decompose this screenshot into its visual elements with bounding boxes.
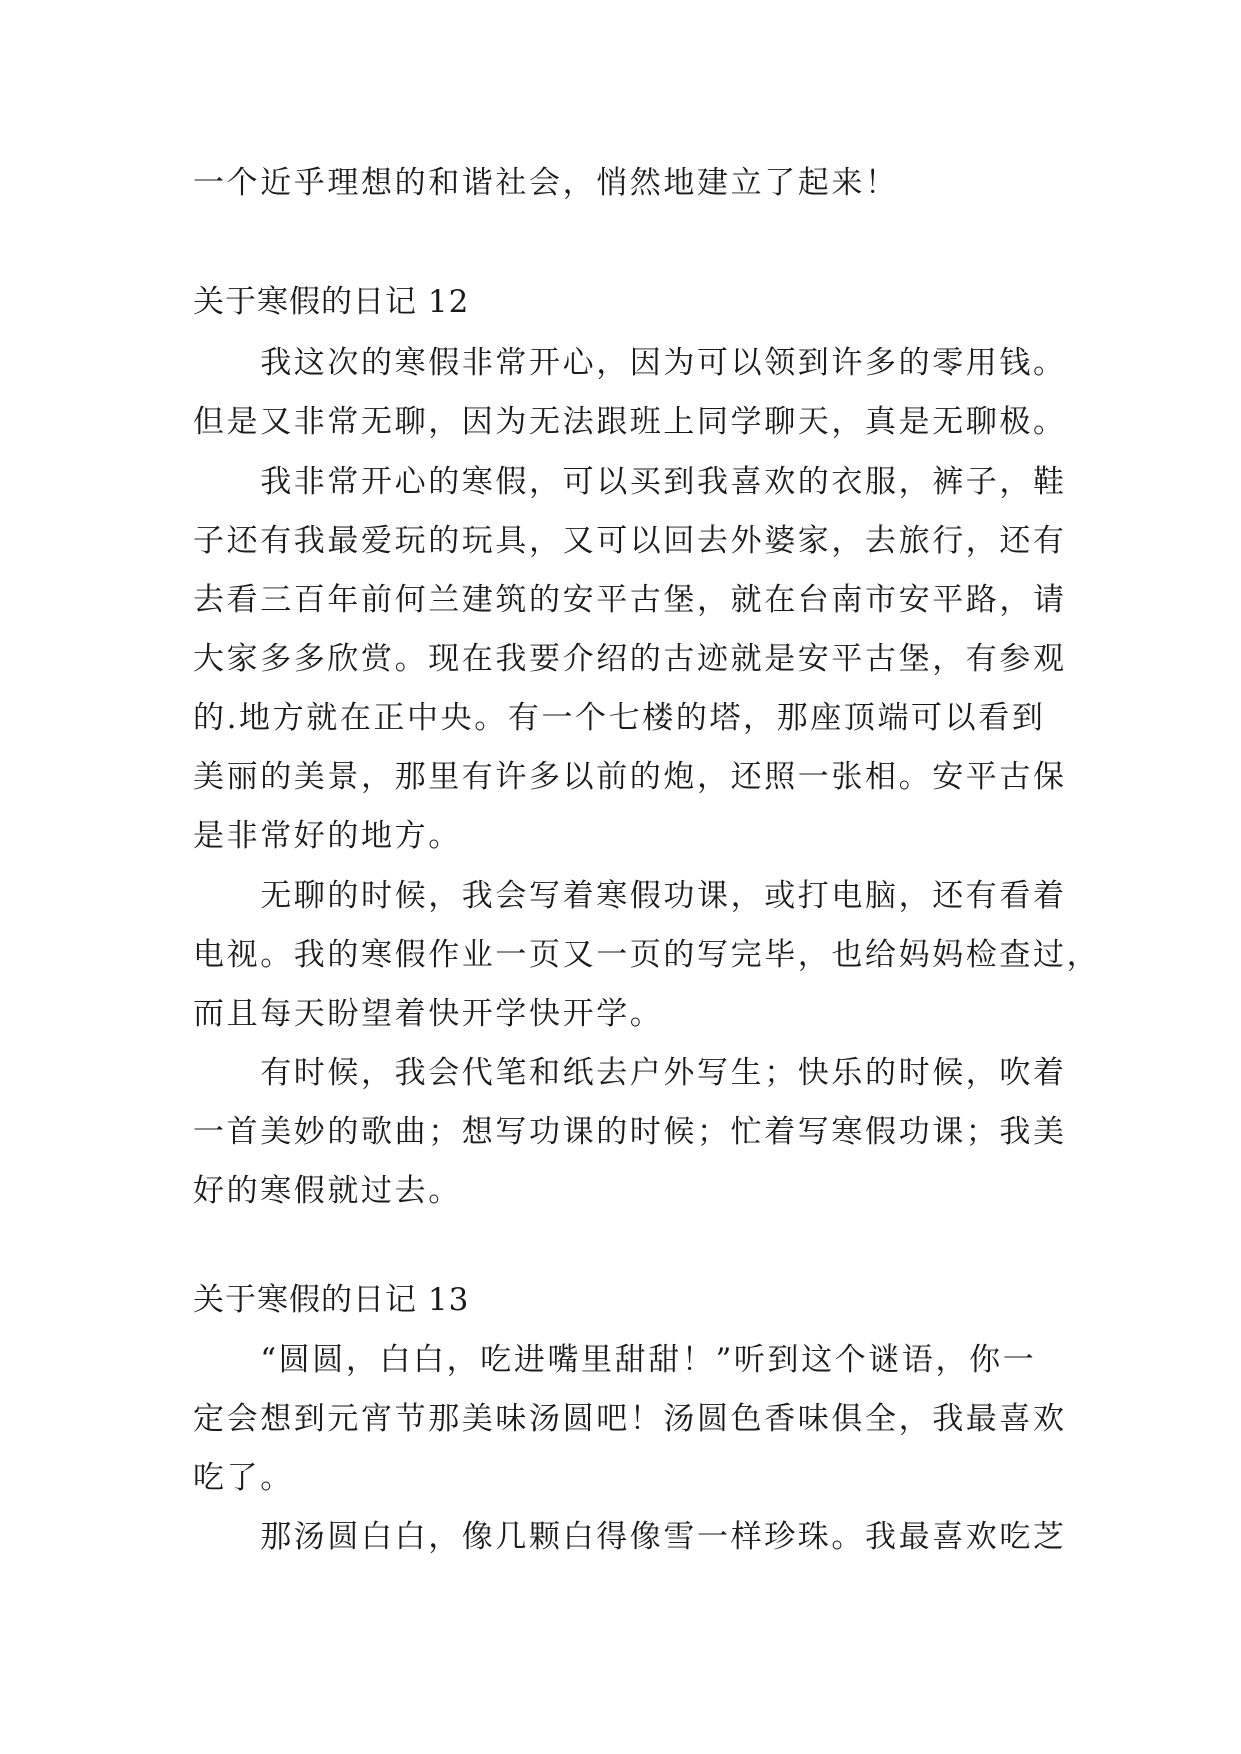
section-heading-12: 关于寒假的日记 12 [193, 284, 470, 320]
paragraph-line: 但是又非常无聊，因为无法跟班上同学聊天，真是无聊极。 [193, 404, 1067, 440]
paragraph-line: 我这次的寒假非常开心，因为可以领到许多的零用钱。 [193, 345, 1067, 381]
paragraph-line: 定会想到元宵节那美味汤圆吧！汤圆色香味俱全，我最喜欢 [193, 1401, 1067, 1437]
paragraph-line: 去看三百年前何兰建筑的安平古堡，就在台南市安平路，请 [193, 582, 1067, 618]
paragraph-line: 的.地方就在正中央。有一个七楼的塔，那座顶端可以看到 [193, 700, 1046, 736]
paragraph-line: 大家多多欣赏。现在我要介绍的古迹就是安平古堡，有参观 [193, 641, 1067, 677]
paragraph-line: 电视。我的寒假作业一页又一页的写完毕，也给妈妈检查过， [193, 937, 1101, 973]
paragraph-line: 美丽的美景，那里有许多以前的炮，还照一张相。安平古保 [193, 759, 1067, 795]
section-heading-13: 关于寒假的日记 13 [193, 1282, 470, 1318]
paragraph-line: 无聊的时候，我会写着寒假功课，或打电脑，还有看着 [193, 878, 1067, 914]
paragraph-line: 我非常开心的寒假，可以买到我喜欢的衣服，裤子，鞋 [193, 464, 1067, 500]
paragraph-line: 好的寒假就过去。 [193, 1173, 462, 1209]
paragraph-line: 一首美妙的歌曲；想写功课的时候；忙着写寒假功课；我美 [193, 1114, 1067, 1150]
paragraph-line: “圆圆，白白，吃进嘴里甜甜！”听到这个谜语，你一 [193, 1342, 1037, 1378]
paragraph-line: 是非常好的地方。 [193, 818, 462, 854]
paragraph-line: 而且每天盼望着快开学快开学。 [193, 996, 664, 1032]
paragraph-line: 吃了。 [193, 1460, 294, 1496]
intro-line: 一个近乎理想的和谐社会，悄然地建立了起来！ [193, 165, 899, 201]
paragraph-line: 那汤圆白白，像几颗白得像雪一样珍珠。我最喜欢吃芝 [193, 1519, 1067, 1555]
paragraph-line: 子还有我最爱玩的玩具，又可以回去外婆家，去旅行，还有 [193, 523, 1067, 559]
paragraph-line: 有时候，我会代笔和纸去户外写生；快乐的时候，吹着 [193, 1055, 1067, 1091]
